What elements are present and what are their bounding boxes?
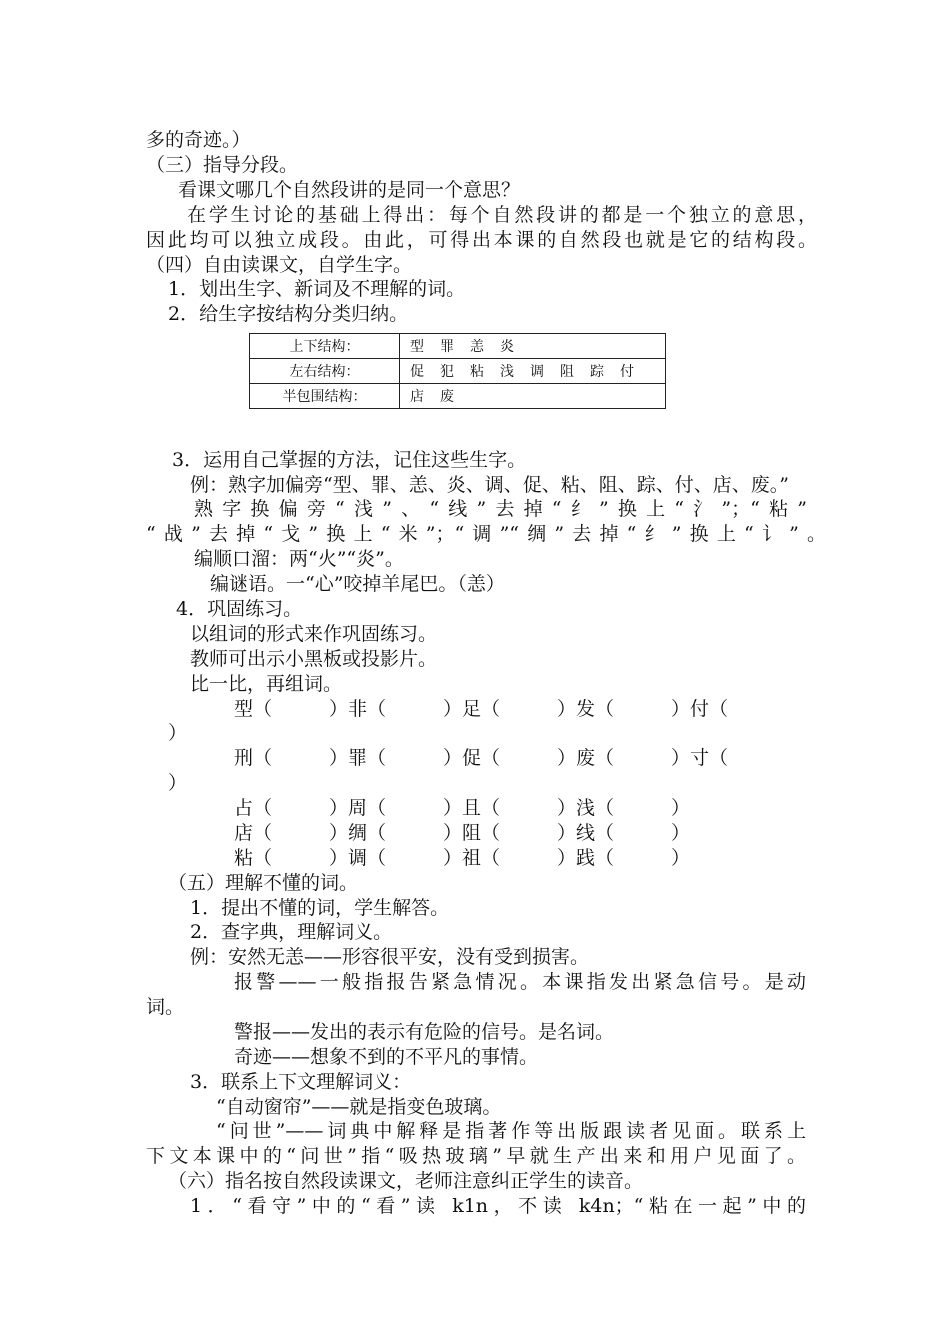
text-line: 词。	[146, 996, 185, 1018]
text-line: 比一比，再组词。	[190, 673, 343, 695]
list-item: 1．划出生字、新词及不理解的词。	[168, 278, 466, 300]
table-cell-chars	[400, 384, 666, 409]
compare-row: 刑（ ）罪（ ）促（ ）废（ ）寸（	[234, 747, 729, 769]
compare-row: 粘（ ）调（ ）祖（ ）践（ ）	[234, 847, 691, 869]
list-item: 4．巩固练习。	[176, 598, 303, 620]
list-item: 1．“看守”中的“看”读 k1n，不读 k4n；“粘在一起”中的	[190, 1195, 806, 1217]
char: 付	[620, 364, 634, 380]
text-line: 在学生讨论的基础上得出：每个自然段讲的都是一个独立的意思，	[187, 204, 817, 226]
text-line: “战”去掉“戈”换上“米”；“调”“绸”去掉“纟”换上“讠”。	[146, 523, 826, 545]
char: 店	[410, 389, 424, 405]
compare-row: 型（ ）非（ ）足（ ）发（ ）付（	[234, 698, 729, 720]
section-heading: （六）指名按自然段读课文，老师注意纠正学生的读音。	[168, 1170, 644, 1192]
compare-row-wrap: ）	[168, 772, 188, 794]
section-heading: （三）指导分段。	[146, 154, 299, 176]
text-line: 编谜语。一“心”咬掉羊尾巴。（恙）	[210, 573, 505, 595]
text-line: 熟字换偏旁“浅”、“线”去掉“纟”换上“氵”；“粘”	[194, 498, 807, 520]
char: 促	[410, 364, 424, 380]
table-cell-chars	[400, 359, 666, 384]
char: 恙	[470, 339, 484, 355]
char: 犯	[440, 364, 454, 380]
section-heading: （四）自由读课文，自学生字。	[146, 254, 413, 276]
text-line: 下文本课中的“问世”指“吸热玻璃”早就生产出来和用户见面了。	[146, 1145, 806, 1167]
compare-row: 店（ ）绸（ ）阻（ ）线（ ）	[234, 822, 691, 844]
text-line: 警报——发出的表示有危险的信号。是名词。	[234, 1021, 615, 1043]
text-line: 报警——一般指报告紧急情况。本课指发出紧急信号。是动	[234, 971, 806, 993]
text-line: 因此均可以独立成段。由此，可得出本课的自然段也就是它的结构段。	[146, 229, 817, 251]
table-cell-label: 半包围结构：	[250, 384, 400, 409]
compare-row-wrap: ）	[168, 722, 188, 744]
text-line: 例：安然无恙——形容很平安，没有受到损害。	[190, 946, 590, 968]
list-item: 1．提出不懂的词，学生解答。	[190, 897, 450, 919]
text-line: 看课文哪几个自然段讲的是同一个意思？	[178, 179, 521, 201]
table-row	[250, 334, 666, 359]
char: 罪	[440, 339, 454, 355]
table-row	[250, 359, 666, 384]
char: 炎	[500, 339, 514, 355]
char: 阻	[560, 364, 574, 380]
text-line: “问世”——词典中解释是指著作等出版跟读者见面。联系上	[216, 1120, 806, 1142]
text-line: 多的奇迹。）	[146, 129, 251, 151]
text-line: “自动窗帘”——就是指变色玻璃。	[216, 1096, 502, 1118]
compare-row: 占（ ）周（ ）且（ ）浅（ ）	[234, 797, 691, 819]
char: 调	[530, 364, 544, 380]
table-row	[250, 384, 666, 409]
char: 粘	[470, 364, 484, 380]
section-heading: （五）理解不懂的词。	[168, 872, 359, 894]
list-item: 2．查字典，理解词义。	[190, 921, 393, 943]
table-cell-label: 上下结构：	[250, 334, 400, 359]
text-line: 教师可出示小黑板或投影片。	[190, 648, 438, 670]
table-cell-label: 左右结构：	[250, 359, 400, 384]
table-cell-chars	[400, 334, 666, 359]
char: 废	[440, 389, 454, 405]
char: 踪	[590, 364, 604, 380]
character-structure-table	[249, 333, 666, 409]
text-line: 例：熟字加偏旁“型、罪、恙、炎、调、促、粘、阻、踪、付、店、废。”	[190, 474, 789, 496]
text-line: 以组词的形式来作巩固练习。	[190, 623, 438, 645]
list-item: 3．运用自己掌握的方法，记住这些生字。	[172, 449, 527, 471]
text-line: 奇迹——想象不到的不平凡的事情。	[234, 1046, 539, 1068]
list-item: 2．给生字按结构分类归纳。	[168, 303, 409, 325]
char: 浅	[500, 364, 514, 380]
char: 型	[410, 339, 424, 355]
text-line: 编顺口溜：两“火”“炎”。	[194, 548, 404, 570]
list-item: 3．联系上下文理解词义：	[190, 1071, 412, 1093]
